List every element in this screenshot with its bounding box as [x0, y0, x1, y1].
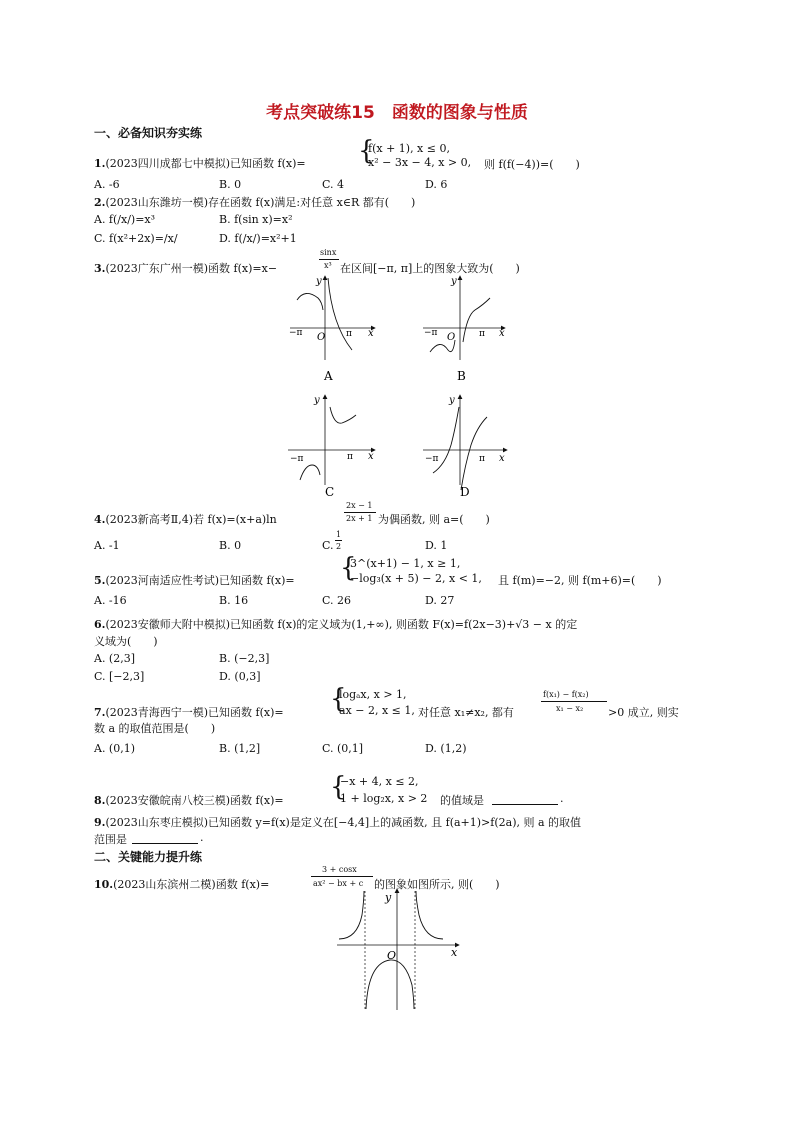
section-heading-basic: 一、必备知识夯实练 [94, 126, 203, 140]
question-tail: 且 f(m)=−2, 则 f(m+6)=( ) [498, 574, 662, 587]
question-stem-line-2: 数 a 的取值范围是( ) [94, 722, 216, 735]
question-2 [94, 194, 415, 210]
fraction-denominator: 2x + 1 [346, 514, 373, 523]
neg-pi-label: −π [425, 454, 439, 464]
x-label: x [499, 453, 505, 464]
option-c[interactable]: C. (0,1] [322, 742, 364, 755]
question-9 [94, 814, 581, 830]
piecewise-case-1: f(x + 1), x ≤ 0, [368, 142, 450, 155]
question-tail: 为偶函数, 则 a=( ) [378, 513, 490, 526]
fraction-denominator: x₁ − x₂ [556, 704, 584, 713]
piecewise-case-2: ax − 2, x ≤ 1, [339, 704, 415, 717]
option-b[interactable]: B. (−2,3] [219, 652, 270, 665]
fraction-denominator: ax² − bx + c [313, 879, 364, 888]
curve-middle [366, 960, 414, 1009]
graph-b[interactable] [423, 276, 505, 383]
fraction-bar [319, 259, 339, 260]
question-1 [94, 155, 306, 171]
graph-caption: C [325, 485, 335, 499]
origin-label: O [317, 332, 326, 343]
option-c-numerator: 1 [336, 530, 342, 539]
piecewise-brace: { [340, 553, 357, 583]
option-d[interactable]: D. 1 [425, 539, 448, 552]
piecewise-case-1: 3^(x+1) − 1, x ≥ 1, [350, 557, 461, 570]
fraction-bar [335, 540, 342, 541]
curve-right [330, 407, 356, 423]
question-mid: 对任意 x₁≠x₂, 都有 [418, 706, 514, 719]
piecewise-brace: { [330, 684, 347, 714]
option-d[interactable]: D. 6 [425, 178, 448, 191]
option-a[interactable]: A. (0,1) [94, 742, 136, 755]
question-tail: 则 f(f(−4))=( ) [484, 158, 580, 171]
graph-d[interactable] [423, 395, 507, 499]
question-number: 7. [94, 706, 106, 719]
question-stem-line-2: 范围是 [94, 833, 127, 846]
y-label: y [449, 395, 455, 406]
answer-blank[interactable] [132, 843, 198, 844]
option-c[interactable]: C. 26 [322, 594, 352, 607]
question-number: 6. [94, 618, 106, 631]
origin-label: O [447, 332, 456, 343]
pi-label: π [479, 329, 485, 339]
option-c[interactable]: C. f(x²+2x)=/x/ [94, 232, 178, 245]
option-d[interactable]: D. f(/x/)=x²+1 [219, 232, 297, 245]
question-tail: >0 成立, 则实 [608, 706, 679, 719]
y-label: y [451, 276, 457, 287]
question-stem: (2023安徽师大附中模拟)已知函数 f(x)的定义域为(1,+∞), 则函数 F(x)=f(2x−3)+√3 − x 的定 [105, 618, 578, 631]
section-heading-advanced: 二、关键能力提升练 [94, 850, 203, 864]
curve-right [416, 891, 443, 939]
curve-left [339, 891, 364, 939]
fraction-bar [311, 876, 373, 877]
question-end: . [200, 831, 204, 844]
question-stem: (2023山东潍坊一模)存在函数 f(x)满足:对任意 x∈R 都有( ) [105, 196, 416, 209]
fraction-numerator: 2x − 1 [346, 501, 373, 510]
option-c[interactable] [322, 539, 334, 552]
neg-pi-label: −π [289, 328, 303, 338]
fraction-numerator: f(x₁) − f(x₂) [543, 690, 589, 699]
neg-pi-label: −π [290, 454, 304, 464]
question-5 [94, 572, 295, 588]
piecewise-case-2: x² − 3x − 4, x > 0, [368, 156, 472, 169]
option-b[interactable]: B. (1,2] [219, 742, 261, 755]
option-a[interactable]: A. -16 [94, 594, 127, 607]
option-a[interactable]: A. (2,3] [94, 652, 136, 665]
answer-blank[interactable] [492, 804, 558, 805]
question-stem: (2023广东广州一模)函数 f(x)=x− [105, 262, 278, 275]
y-label: y [385, 891, 392, 904]
question-number: 3. [94, 262, 106, 275]
option-b[interactable]: B. 16 [219, 594, 249, 607]
option-d[interactable]: D. (1,2) [425, 742, 467, 755]
option-d[interactable]: D. 27 [425, 594, 455, 607]
question-stem: (2023河南适应性考试)已知函数 f(x)= [105, 574, 295, 587]
question-number: 4. [94, 513, 106, 526]
question-6 [94, 616, 577, 632]
question-stem: (2023安徽皖南八校三模)函数 f(x)= [105, 794, 284, 807]
question-4 [94, 511, 277, 527]
piecewise-case-2: 1 + log₂x, x > 2 [340, 792, 428, 805]
question-stem: (2023青海西宁一模)已知函数 f(x)= [105, 706, 284, 719]
question-8 [94, 792, 284, 808]
pi-label: π [479, 454, 485, 464]
function-graph [335, 885, 465, 1013]
piecewise-brace: { [330, 772, 347, 802]
option-c[interactable]: C. 4 [322, 178, 345, 191]
question-7 [94, 704, 284, 720]
origin-label: O [387, 949, 397, 962]
answer-graphs [280, 270, 520, 499]
curve-right [463, 298, 490, 342]
graph-caption: B [457, 369, 466, 383]
option-b[interactable]: B. 0 [219, 539, 242, 552]
question-tail: 的值域是 [440, 794, 484, 807]
question-number: 5. [94, 574, 106, 587]
question-number: 1. [94, 157, 106, 170]
curve-right [328, 278, 352, 350]
option-c[interactable]: C. [−2,3] [94, 670, 145, 683]
question-tail: 的图象如图所示, 则( ) [374, 878, 500, 891]
y-label: y [314, 395, 320, 406]
option-b[interactable]: B. 0 [219, 178, 242, 191]
question-stem-line-2: 义域为( ) [94, 635, 158, 648]
piecewise-case-2: −log₃(x + 5) − 2, x < 1, [350, 572, 482, 585]
question-end: . [560, 792, 564, 805]
page-title: 考点突破练15 函数的图象与性质 [266, 103, 528, 123]
graph-caption: D [460, 485, 470, 499]
option-c-label: C. [322, 539, 334, 552]
y-label: y [316, 276, 322, 287]
x-label: x [499, 328, 505, 339]
x-label: x [368, 328, 374, 339]
question-stem: (2023四川成都七中模拟)已知函数 f(x)= [105, 157, 306, 170]
piecewise-case-1: −x + 4, x ≤ 2, [340, 775, 419, 788]
neg-pi-label: −π [424, 328, 438, 338]
question-stem: (2023山东滨州二模)函数 f(x)= [113, 878, 270, 891]
question-number: 9. [94, 816, 106, 829]
option-b[interactable]: B. f(sin x)=x² [219, 213, 293, 226]
option-a[interactable]: A. -1 [94, 539, 120, 552]
fraction-bar [541, 701, 607, 702]
piecewise-brace: { [358, 136, 375, 166]
question-stem: (2023新高考Ⅱ,4)若 f(x)=(x+a)ln [105, 513, 277, 526]
option-a[interactable]: A. -6 [94, 178, 120, 191]
option-a[interactable]: A. f(/x/)=x³ [94, 213, 156, 226]
question-number: 2. [94, 196, 106, 209]
option-d[interactable]: D. (0,3] [219, 670, 261, 683]
x-label: x [368, 451, 374, 462]
question-number: 8. [94, 794, 106, 807]
pi-label: π [346, 329, 352, 339]
curve-left [297, 293, 323, 310]
fraction-numerator: sinx [320, 248, 337, 257]
piecewise-case-1: logₐx, x > 1, [339, 688, 407, 701]
question-tail: 在区间[−π, π]上的图象大致为( ) [340, 262, 520, 275]
graph-a[interactable] [289, 276, 375, 383]
question-number: 10. [94, 878, 114, 891]
fraction-bar [344, 512, 376, 513]
question-stem: (2023山东枣庄模拟)已知函数 y=f(x)是定义在[−4,4]上的减函数, 且 f(a+1)>f(2a), 则 a 的取值 [105, 816, 582, 829]
graph-c[interactable] [288, 395, 375, 499]
curve-left [300, 465, 320, 480]
graph-caption: A [324, 369, 333, 383]
fraction-denominator: x³ [324, 261, 332, 270]
option-c-denominator: 2 [336, 542, 342, 551]
pi-label: π [347, 452, 353, 462]
question-3 [94, 260, 277, 276]
question-10 [94, 876, 269, 892]
x-label: x [451, 946, 458, 959]
fraction-numerator: 3 + cosx [322, 865, 357, 874]
